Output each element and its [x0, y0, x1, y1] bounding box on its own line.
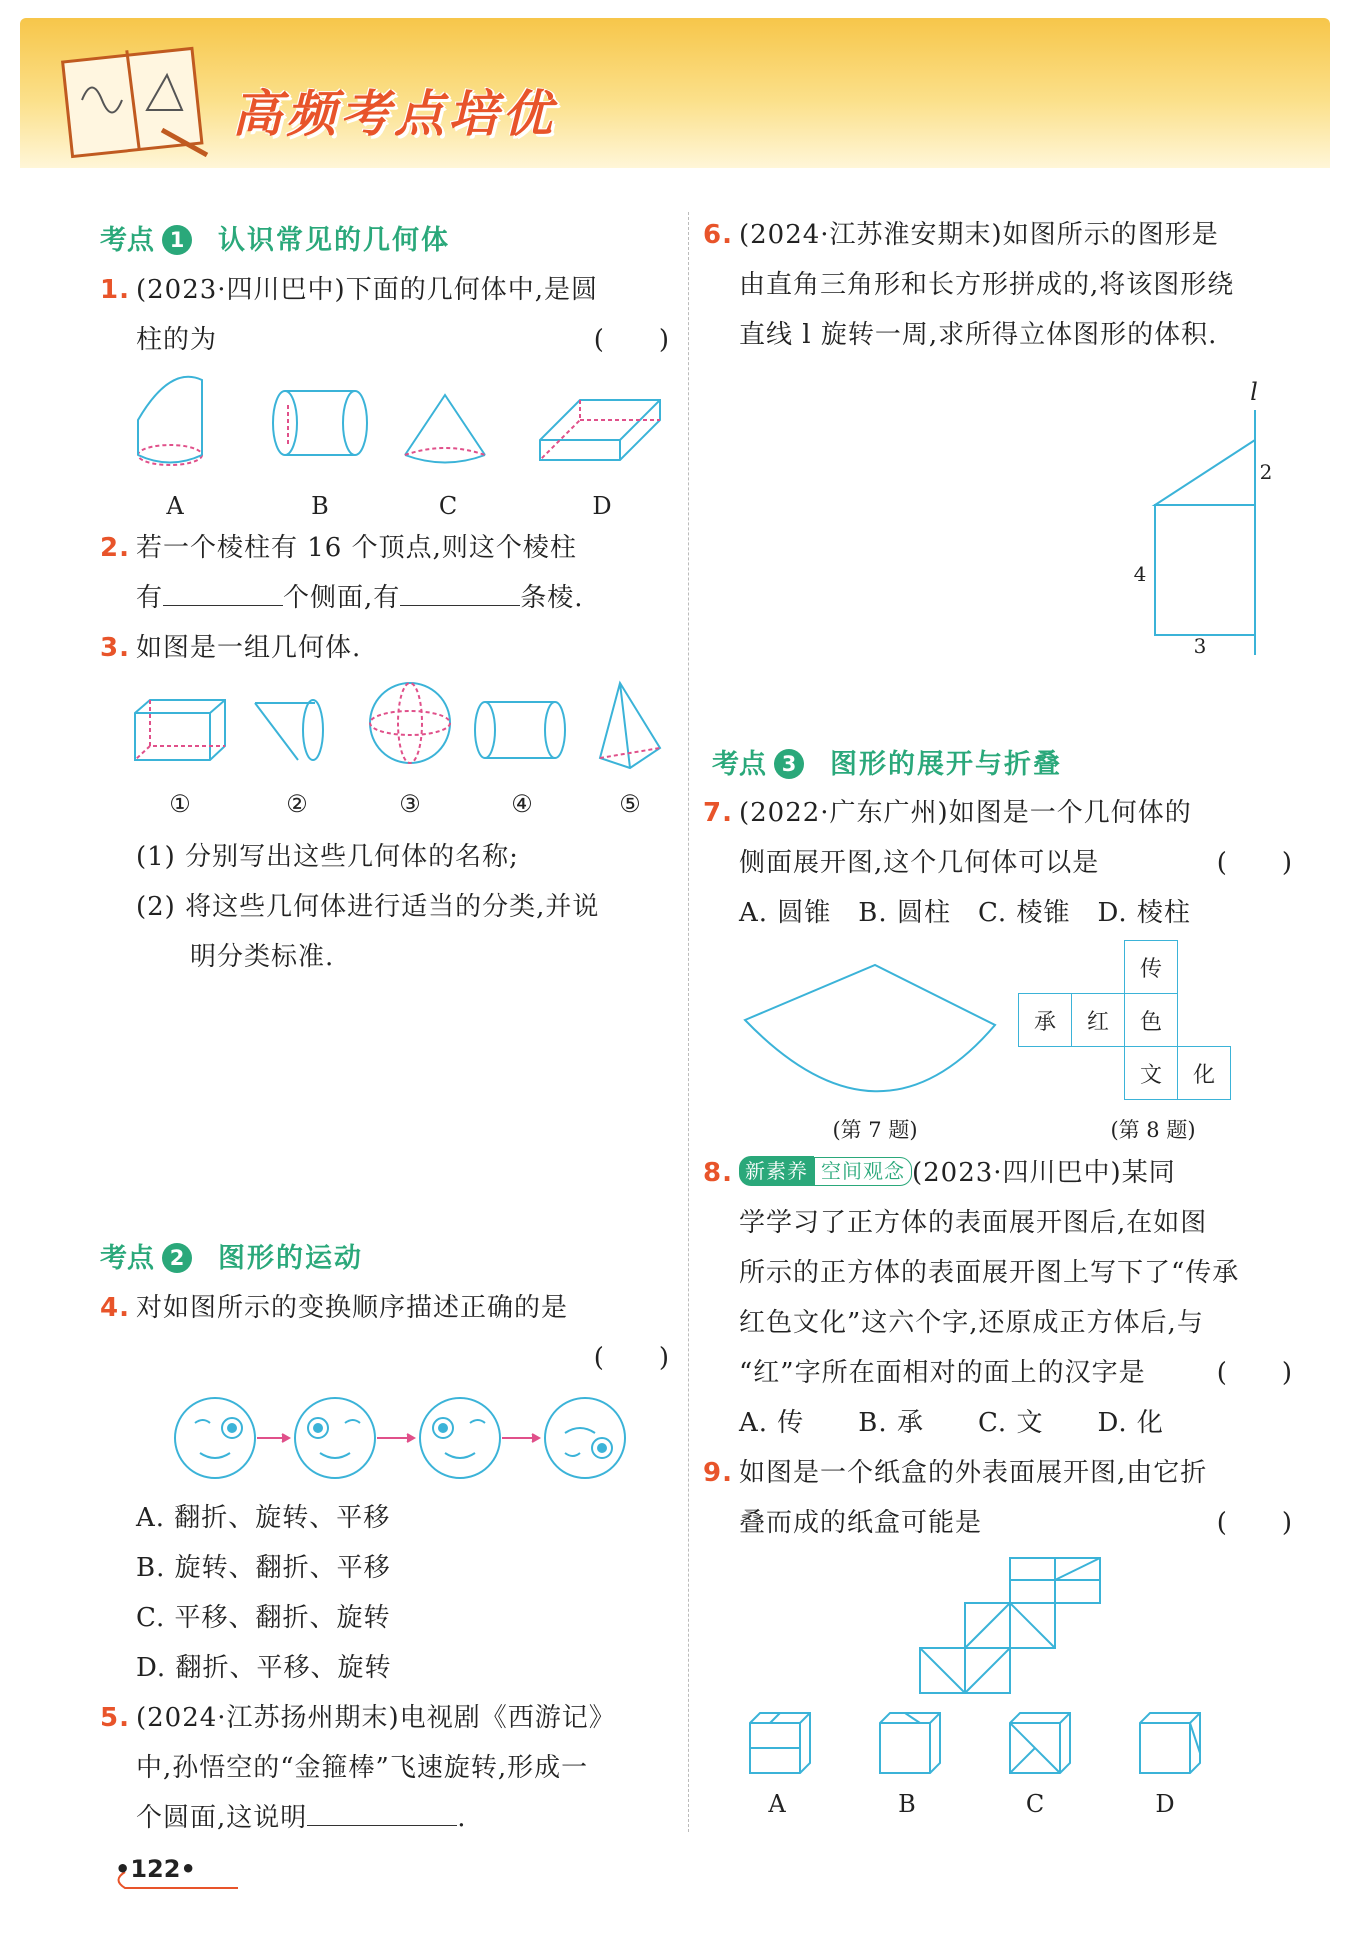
figure-label: ⑤	[619, 790, 641, 818]
figure-caption: (第 8 题)	[1110, 1118, 1196, 1142]
q1-figures	[130, 375, 670, 485]
option-label: A	[768, 1790, 786, 1818]
figure-label: ②	[286, 790, 308, 818]
question-2	[100, 523, 670, 623]
question-number: 5.	[100, 1703, 130, 1733]
section-title: 图形的展开与折叠	[830, 749, 1062, 780]
section-3-header	[712, 742, 1062, 781]
answer-blank[interactable]	[307, 1825, 457, 1826]
question-text: 条棱.	[520, 583, 584, 613]
question-text: 学学习了正方体的表面展开图后,在如图	[739, 1208, 1208, 1238]
answer-paren: ( )	[593, 325, 670, 355]
section-number: 3	[774, 749, 804, 779]
section-title: 认识常见的几何体	[218, 225, 450, 256]
question-text: 由直角三角形和长方形拼成的,将该图形绕	[739, 270, 1235, 300]
option-c[interactable]: C. 平移、翻折、旋转	[136, 1603, 391, 1633]
question-text: .	[457, 1803, 467, 1833]
question-number: 8.	[703, 1158, 733, 1188]
net-cell: 化	[1178, 1047, 1231, 1100]
question-8	[703, 1148, 1293, 1448]
question-text: (2022·广东广州)如图是一个几何体的	[738, 798, 1192, 828]
figure-label: ①	[169, 790, 191, 818]
question-text: 柱的为	[136, 325, 218, 355]
figure-label: ③	[399, 790, 421, 818]
option-a[interactable]: A. 翻折、旋转、平移	[136, 1503, 391, 1533]
option-label: D	[592, 492, 612, 520]
answer-paren: ( )	[1216, 1508, 1293, 1538]
q6-figure	[1130, 380, 1280, 660]
dimension-label: 3	[1193, 634, 1207, 658]
option-label: B	[311, 492, 329, 520]
subquestion: (1) 分别写出这些几何体的名称;	[136, 842, 519, 872]
option-label: D	[1155, 1790, 1175, 1818]
answer-paren: ( )	[1216, 848, 1293, 878]
question-text: 直线 l 旋转一周,求所得立体图形的体积.	[739, 320, 1218, 350]
section-label: 考点	[100, 225, 154, 256]
question-text: 叠而成的纸盒可能是	[739, 1508, 983, 1538]
question-number: 1.	[100, 275, 130, 305]
q8-cube-net	[1018, 940, 1231, 1100]
question-number: 9.	[703, 1458, 733, 1488]
section-number: 2	[162, 1243, 192, 1273]
answer-blank[interactable]	[163, 605, 283, 606]
q9-options-figures	[745, 1708, 1215, 1783]
question-text: 若一个棱柱有 16 个顶点,则这个棱柱	[135, 533, 577, 563]
question-text: 如图是一组几何体.	[135, 633, 362, 663]
notebook-icon	[62, 40, 212, 160]
question-5	[100, 1693, 680, 1843]
question-9	[703, 1448, 1293, 1548]
section-number: 1	[162, 225, 192, 255]
q3-figures	[130, 678, 670, 778]
section-label: 考点	[712, 749, 766, 780]
option-label: C	[1025, 1790, 1045, 1818]
answer-paren: ( )	[593, 1343, 670, 1373]
option-d[interactable]: D. 翻折、平移、旋转	[136, 1653, 392, 1683]
question-text: 个侧面,有	[283, 583, 401, 613]
question-number: 4.	[100, 1293, 130, 1323]
question-text: 有	[136, 583, 164, 613]
badge-spatial: 空间观念	[814, 1157, 912, 1186]
question-number: 6.	[703, 220, 733, 250]
question-3-subparts	[136, 832, 676, 982]
question-text: 中,孙悟空的“金箍棒”飞速旋转,形成一	[136, 1753, 589, 1783]
net-cell: 文	[1125, 1047, 1178, 1100]
question-options[interactable]: A. 圆锥 B. 圆柱 C. 棱锥 D. 棱柱	[739, 898, 1191, 928]
question-number: 3.	[100, 633, 130, 663]
line-label: l	[1250, 378, 1258, 406]
question-text: “红”字所在面相对的面上的汉字是	[739, 1358, 1146, 1388]
question-text: 对如图所示的变换顺序描述正确的是	[135, 1293, 568, 1323]
figure-caption: (第 7 题)	[832, 1118, 918, 1142]
answer-paren: ( )	[1216, 1358, 1293, 1388]
net-cell: 承	[1019, 994, 1072, 1047]
option-label: C	[438, 492, 458, 520]
option-b[interactable]: B. 旋转、翻折、平移	[136, 1553, 391, 1583]
subquestion: (2) 将这些几何体进行适当的分类,并说	[136, 892, 600, 922]
page-number: •122•	[115, 1855, 196, 1883]
net-cell: 红	[1072, 994, 1125, 1047]
section-title: 图形的运动	[218, 1243, 363, 1274]
dimension-label: 2	[1259, 460, 1273, 484]
question-number: 2.	[100, 533, 130, 563]
question-text: (2023·四川巴中)下面的几何体中,是圆	[135, 275, 598, 305]
section-2-header	[100, 1236, 363, 1275]
question-text: 所示的正方体的表面展开图上写下了“传承	[739, 1258, 1240, 1288]
option-label: B	[898, 1790, 916, 1818]
net-cell: 色	[1125, 994, 1178, 1047]
section-1-header	[100, 218, 450, 257]
badge-new-literacy: 新素养	[739, 1156, 814, 1186]
q4-faces	[170, 1393, 640, 1483]
dimension-label: 4	[1133, 562, 1147, 586]
page-title: 高频考点培优	[232, 85, 556, 143]
subquestion: 明分类标准.	[190, 942, 335, 972]
question-text: (2023·四川巴中)某同	[911, 1158, 1176, 1188]
q9-box-net	[905, 1553, 1115, 1723]
question-4-options	[136, 1493, 676, 1693]
question-7	[703, 788, 1293, 938]
question-3	[100, 623, 670, 673]
question-1	[100, 265, 670, 365]
option-label: A	[166, 492, 184, 520]
question-text: (2024·江苏扬州期末)电视剧《西游记》	[135, 1703, 616, 1733]
section-label: 考点	[100, 1243, 154, 1274]
question-4	[100, 1283, 670, 1383]
answer-blank[interactable]	[400, 605, 520, 606]
question-options[interactable]: A. 传 B. 承 C. 文 D. 化	[739, 1408, 1164, 1438]
question-text: 如图是一个纸盒的外表面展开图,由它折	[738, 1458, 1208, 1488]
column-divider	[688, 212, 689, 1832]
question-text: 个圆面,这说明	[136, 1803, 308, 1833]
question-text: (2024·江苏淮安期末)如图所示的图形是	[738, 220, 1219, 250]
figure-label: ④	[511, 790, 533, 818]
question-text: 侧面展开图,这个几何体可以是	[739, 848, 1100, 878]
net-cell: 传	[1125, 941, 1178, 994]
question-number: 7.	[703, 798, 733, 828]
question-text: 红色文化”这六个字,还原成正方体后,与	[739, 1308, 1204, 1338]
header-banner	[20, 18, 1330, 168]
question-6	[703, 210, 1293, 360]
q7-sector-figure	[740, 960, 1010, 1110]
